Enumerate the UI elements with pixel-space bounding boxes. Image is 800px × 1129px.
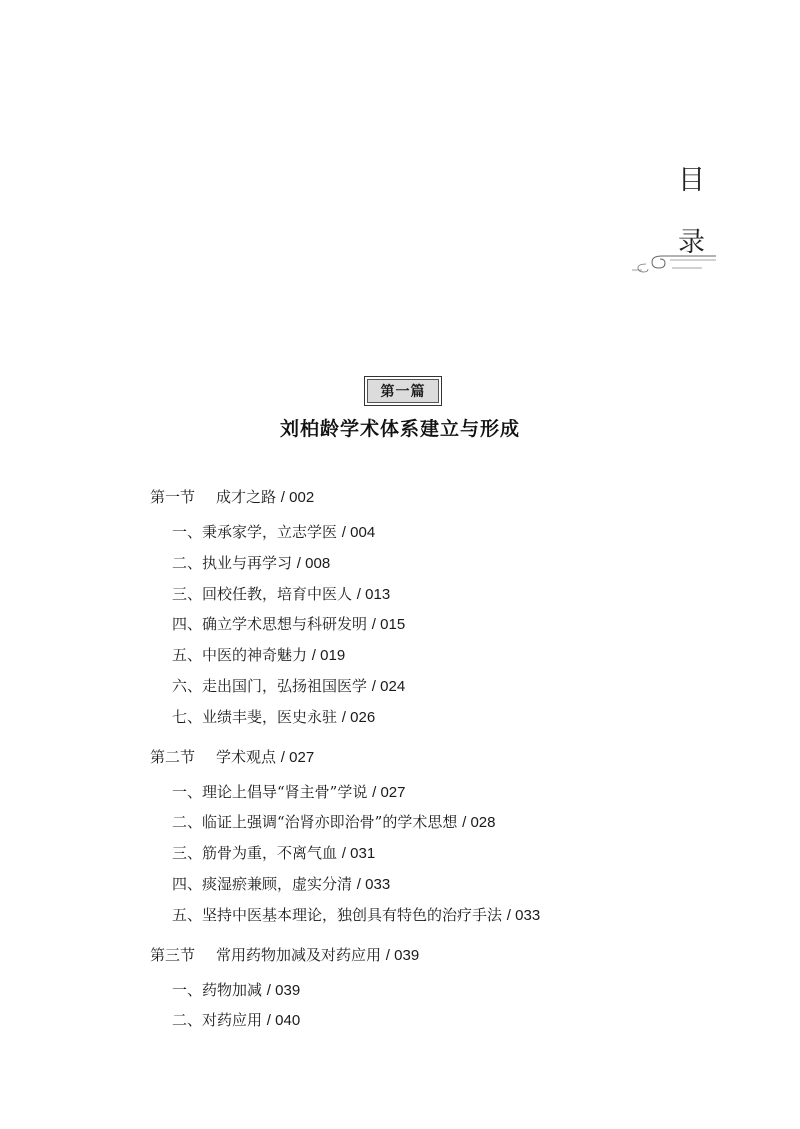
item-page: / 013 <box>356 585 391 603</box>
toc-item[interactable] <box>150 1005 750 1036</box>
toc-item[interactable] <box>150 777 750 808</box>
toc-section <box>150 482 750 733</box>
item-label: 四、痰湿瘀兼顾，虚实分清 <box>172 874 353 893</box>
section-heading[interactable] <box>150 940 750 970</box>
item-label: 二、执业与再学习 <box>172 553 293 572</box>
item-page: / 026 <box>341 708 376 726</box>
part-title: 刘柏龄学术体系建立与形成 <box>279 418 520 440</box>
section-title: 成才之路 <box>216 488 277 506</box>
toc-item[interactable] <box>150 640 750 671</box>
section-items <box>150 777 750 931</box>
section-page: / 027 <box>280 748 315 766</box>
item-label: 三、回校任教，培育中医人 <box>172 584 353 603</box>
section-number: 第三节 <box>150 945 196 964</box>
section-page: / 039 <box>385 946 420 964</box>
item-page: / 039 <box>266 981 301 999</box>
section-title: 常用药物加减及对药应用 <box>216 945 382 964</box>
item-label: 五、坚持中医基本理论，独创具有特色的治疗手法 <box>172 905 503 924</box>
section-number: 第一节 <box>150 488 196 506</box>
item-label: 二、临证上强调“治肾亦即治骨”的学术思想 <box>172 813 458 832</box>
item-page: / 027 <box>372 783 406 801</box>
item-label: 四、确立学术思想与科研发明 <box>172 615 368 634</box>
item-page: / 040 <box>266 1012 301 1030</box>
section-items <box>150 975 750 1037</box>
part-badge <box>364 376 442 406</box>
section-heading[interactable] <box>150 742 750 772</box>
toc-item[interactable] <box>150 807 750 838</box>
toc-section <box>150 742 750 931</box>
toc-item[interactable] <box>150 517 750 548</box>
toc-heading-char-1: 目 <box>678 165 705 196</box>
item-page: / 033 <box>506 906 541 924</box>
section-items <box>150 517 750 733</box>
section-number: 第二节 <box>150 747 196 766</box>
item-label: 六、走出国门，弘扬祖国医学 <box>172 676 368 695</box>
toc-item[interactable] <box>150 975 750 1006</box>
part-badge-label: 第一篇 <box>367 379 439 403</box>
item-page: / 015 <box>371 616 406 634</box>
item-label: 五、中医的神奇魅力 <box>172 646 308 665</box>
section-title: 学术观点 <box>216 747 277 766</box>
item-label: 一、理论上倡导“肾主骨”学说 <box>172 782 368 801</box>
toc-item[interactable] <box>150 579 750 610</box>
toc-heading-char-2: 录 <box>678 227 705 258</box>
item-label: 三、筋骨为重，不离气血 <box>172 844 338 863</box>
toc-item[interactable] <box>150 702 750 733</box>
cloud-ornament-icon <box>632 250 716 274</box>
item-page: / 028 <box>462 814 496 832</box>
item-page: / 031 <box>341 845 376 863</box>
item-page: / 024 <box>371 677 406 695</box>
item-page: / 033 <box>356 875 391 893</box>
toc-section <box>150 940 750 1037</box>
toc-item[interactable] <box>150 671 750 702</box>
item-label: 七、业绩丰斐，医史永驻 <box>172 707 338 726</box>
section-page: / 002 <box>280 489 315 506</box>
toc-item[interactable] <box>150 869 750 900</box>
item-label: 一、秉承家学，立志学医 <box>172 523 338 541</box>
toc-item[interactable] <box>150 900 750 931</box>
item-page: / 008 <box>296 554 331 572</box>
toc-list <box>150 482 750 1045</box>
toc-item[interactable] <box>150 838 750 869</box>
toc-item[interactable] <box>150 609 750 640</box>
section-heading[interactable] <box>150 482 750 512</box>
toc-item[interactable] <box>150 548 750 579</box>
item-page: / 019 <box>311 647 346 665</box>
item-label: 一、药物加减 <box>172 980 263 999</box>
item-label: 二、对药应用 <box>172 1011 263 1030</box>
item-page: / 004 <box>341 524 376 541</box>
